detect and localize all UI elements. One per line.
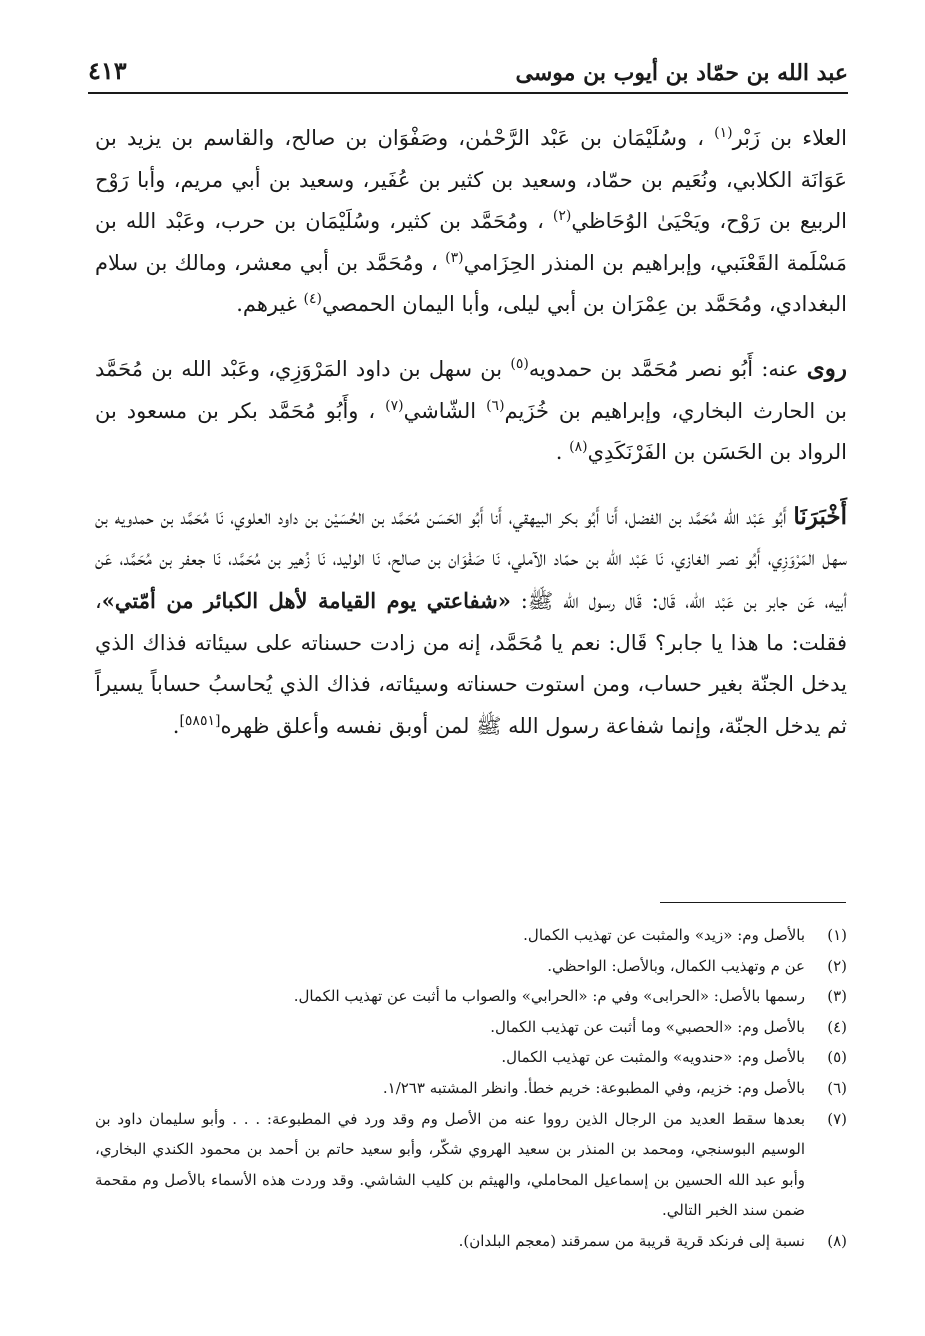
footnote-text: نسبة إلى فرنكد قرية قريبة من سمرقند (معجم البلدان). bbox=[458, 1231, 805, 1250]
text-segment: . bbox=[555, 440, 570, 465]
text-segment: ، وأَبُو مُحَمَّد بكر بن مسعود بن الرواد بن الحَسَن بن الفَرْنَكَدِي bbox=[95, 398, 847, 465]
footnote-text: بعدها سقط العديد من الرجال الذين رووا عنه من الأصل وم وقد ورد في المطبوعة: . . . وأبو سليمان داود بن الوسيم البوسنجي، ومحمد بن المنذر بن سعيد الهروي شكّر، وأبو سعيد حاتم بن أحمد بن محمود الكندي البخاري، وأبو عبد الله الحسين بن إسماعيل المحاملي، والهيثم بن كليب الشاشي. وقد وردت هذه الأسماء بالأصل وم مقحمة ضمن سند الخبر التالي. bbox=[95, 1109, 805, 1220]
footnote-ref[interactable]: (٧) bbox=[385, 397, 404, 414]
footnote-text: رسمها بالأصل: «الحرابى» وفي م: «الحرابي» والصواب ما أثبت عن تهذيب الكمال. bbox=[293, 987, 805, 1006]
footnote-text: بالأصل وم: «الحصبي» وما أثبت عن تهذيب الكمال. bbox=[490, 1017, 805, 1036]
text-segment: ، فقلت: ما هذا يا جابر؟ قَال: نعم يا مُحَمَّد، إنه من زادت حسناته على سيئاته فذاك الذي يدخل الجنّة بغير حساب، ومن استوت حسناته وسيئاته، فذاك الذي يُحاسبُ حساباً يسيراً ثم يدخل الجنّة، وإنما شفاعة رسول الله ﷺ لمن أوبق نفسه وأعلق ظهره bbox=[95, 588, 847, 738]
footnote-ref[interactable]: (٣) bbox=[445, 249, 464, 266]
footnote-item bbox=[95, 1104, 847, 1226]
text-segment: ، وسُلَيْمَان بن عَبْد الرَّحْمٰن، وصَفْوَان بن صالح، والقاسم بن يزيد بن عَوَانَة الكلابي، ونُعَيم بن حمّاد، وسعيد بن كثير بن عُفَير، وسعيد بن أبي مريم، وأبا رَوْح الربيع بن رَوْح، ويَحْيَىٰ الوُحَاظي bbox=[95, 126, 848, 234]
text-segment: العلاء بن زَبْر bbox=[732, 126, 847, 150]
main-text bbox=[95, 118, 847, 747]
hadith-reference-number: [٥٨٥١] bbox=[179, 712, 221, 729]
footnote-item bbox=[95, 1012, 847, 1043]
footnote-number: (٦) bbox=[827, 1078, 847, 1097]
footnote-number: (٤) bbox=[827, 1017, 847, 1036]
hadith-quote: «شفاعتي يوم القيامة لأهل الكبائر من أمّتي» bbox=[101, 587, 511, 613]
footnote-item bbox=[95, 951, 847, 982]
footnote-ref[interactable]: (٢) bbox=[552, 208, 572, 225]
footnote-ref[interactable]: (٤) bbox=[303, 291, 322, 308]
footnotes bbox=[95, 920, 847, 1257]
text-segment: ، ومُحَمَّد بن أبي معشر، ومالك بن سلام البغدادي، ومُحَمَّد بن عِمْرَان بن أبي ليلى، وأبا اليمان الحمصي bbox=[95, 250, 847, 317]
header-divider bbox=[88, 92, 848, 94]
section-keyword: أَخْبَرَنَا bbox=[793, 502, 847, 530]
section-keyword: روى bbox=[806, 354, 847, 382]
text-segment: . bbox=[172, 713, 180, 738]
running-header bbox=[88, 44, 848, 88]
footnote-number: (٣) bbox=[827, 987, 847, 1006]
footnote-text: بالأصل وم: «زيد» والمثبت عن تهذيب الكمال. bbox=[523, 926, 805, 944]
footnote-text: بالأصل وم: خزيم، وفي المطبوعة: خريم خطأ. وانظر المشتبه ١/٢٦٣. bbox=[382, 1078, 805, 1097]
paragraph-narration bbox=[95, 496, 847, 748]
footnote-number: (١) bbox=[827, 926, 847, 944]
footnote-item bbox=[95, 981, 847, 1012]
text-segment: أَبُو عَبْد الله مُحَمَّد بن الفضل، أَنا أَبُو بكر البيهقي، أَنا أَبُو الحَسَن مُحَمَّد بن الحُسَيْن بن داود العلوي، نَا مُحَمَّد بن حمدويه بن سهل المَرْوَزِي، أَبُو نصر الغازي، نَا عَبْد الله بن حمّاد الآملي، نَا صَفْوَان بن صالح، نَا الوليد، نَا زُهير بن مُحَمَّد، نَا جعفر بن مُحَمَّد، عَن أبيه، عَن جابر بن عَبْد الله، قَال: قَال رسول الله ﷺ: bbox=[95, 504, 847, 613]
footnote-ref[interactable]: (٥) bbox=[510, 355, 529, 372]
footnote-item bbox=[95, 1073, 847, 1104]
text-segment: عنه: أَبُو نصر مُحَمَّد بن حمدويه bbox=[528, 356, 807, 381]
paragraph-students bbox=[95, 348, 847, 474]
footnote-item bbox=[95, 1226, 847, 1257]
running-title: عبد الله بن حمّاد بن أيوب بن موسى bbox=[515, 60, 848, 86]
footnote-text: عن م وتهذيب الكمال، وبالأصل: الواحظي. bbox=[547, 956, 805, 975]
footnote-number: (٧) bbox=[827, 1109, 847, 1128]
footnote-ref[interactable]: (٨) bbox=[569, 439, 588, 456]
paragraph-teachers bbox=[95, 118, 847, 326]
page-number: ٤١٣ bbox=[88, 56, 127, 85]
footnote-text: بالأصل وم: «حندويه» والمثبت عن تهذيب الكمال. bbox=[501, 1048, 805, 1067]
text-segment: غيرهم. bbox=[236, 292, 304, 317]
footnote-item bbox=[95, 1042, 847, 1073]
text-segment: بن سهل بن داود المَرْوَزِي، وعَبْد الله بن مُحَمَّد بن الحارث البخاري، وإبراهيم بن خُزَيم bbox=[95, 356, 847, 423]
footnote-number: (٥) bbox=[827, 1048, 847, 1067]
footnote-number: (٨) bbox=[827, 1231, 847, 1250]
footnote-item bbox=[95, 920, 847, 951]
footnote-number: (٢) bbox=[827, 956, 847, 975]
text-segment: الشّاشي bbox=[403, 398, 487, 423]
footnote-ref[interactable]: (٦) bbox=[486, 397, 505, 414]
footnote-ref[interactable]: (١) bbox=[714, 125, 733, 141]
footnote-divider bbox=[660, 902, 846, 903]
text-segment: ، ومُحَمَّد بن كثير، وسُلَيْمَان بن حرب، وعَبْد الله بن مَسْلَمة القَعْنَبي، وإبراهيم بن المنذر الحِزَامي bbox=[95, 209, 848, 275]
